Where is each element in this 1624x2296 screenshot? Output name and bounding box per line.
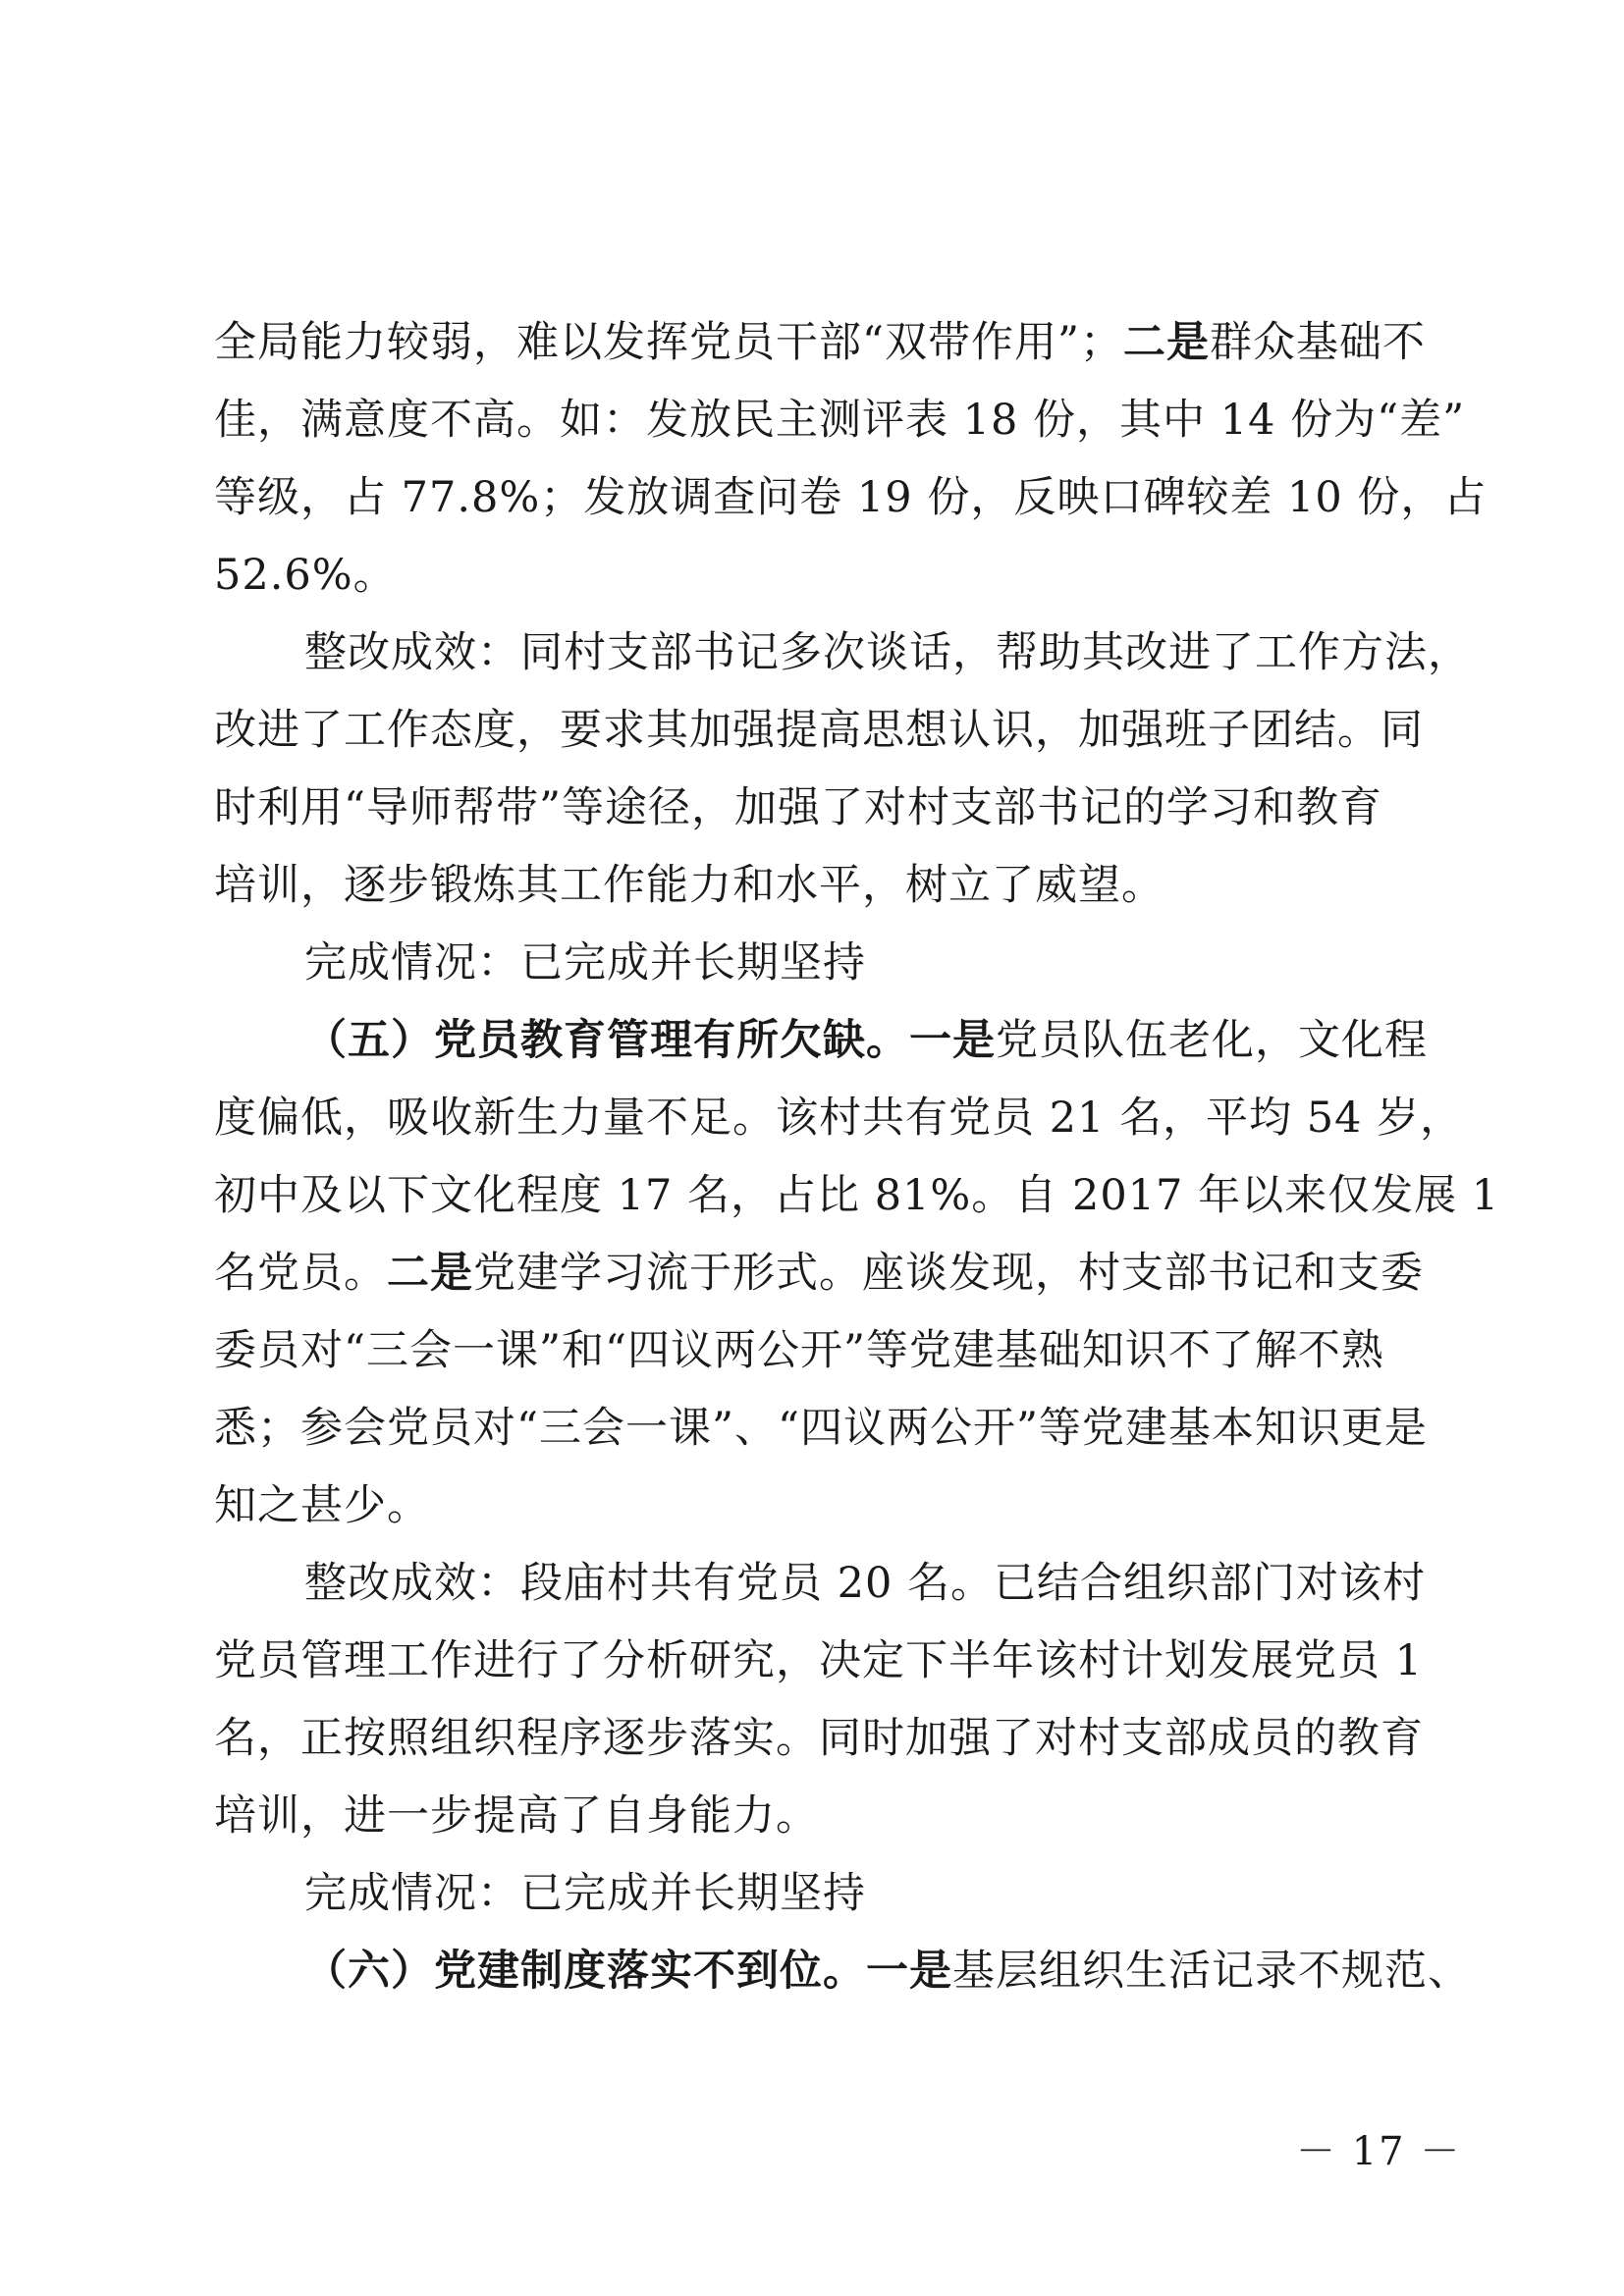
text-run: 初中及以下文化程度 17 名，占比 81%。自 2017 年以来仅发展 1	[214, 1171, 1500, 1220]
text-line	[214, 1312, 1432, 1390]
text-run: 改进了工作态度，要求其加强提高思想认识，加强班子团结。同	[214, 706, 1424, 755]
text-run: 全局能力较弱，难以发挥党员干部“双带作用”；	[214, 318, 1123, 367]
paragraph	[214, 1545, 1432, 1855]
bold-text: （六）党建制度落实不到位。一是	[304, 1947, 952, 1996]
text-run: 度偏低，吸收新生力量不足。该村共有党员 21 名，平均 54 岁，	[214, 1094, 1464, 1143]
bold-text: 二是	[387, 1249, 473, 1298]
text-run: 整改成效：段庙村共有党员 20 名。已结合组织部门对该村	[304, 1559, 1427, 1608]
text-line	[214, 614, 1471, 692]
bold-text: （五）党员教育管理有所欠缺。一是	[304, 1016, 996, 1065]
text-run: 名，正按照组织程序逐步落实。同时加强了对村支部成员的教育	[214, 1714, 1424, 1763]
text-line	[214, 770, 1432, 847]
text-run: 知之甚少。	[214, 1481, 430, 1530]
text-run: 完成情况：已完成并长期坚持	[304, 1869, 866, 1918]
paragraph	[214, 614, 1471, 925]
text-line	[214, 537, 1432, 614]
text-line	[214, 1080, 1464, 1157]
text-run: 52.6%。	[214, 551, 397, 600]
text-run: 整改成效：同村支部书记多次谈话，帮助其改进了工作方法，	[304, 628, 1471, 677]
body-text	[214, 304, 1500, 2010]
text-run: 基层组织生活记录不规范、	[952, 1947, 1471, 1996]
text-line	[214, 925, 1432, 1002]
text-run: 完成情况：已完成并长期坚持	[304, 938, 866, 988]
text-run: 名党员。	[214, 1249, 387, 1298]
text-line	[214, 692, 1432, 770]
text-line	[214, 1545, 1432, 1623]
text-run: 党员管理工作进行了分析研究，决定下半年该村计划发展党员 1	[214, 1636, 1424, 1685]
text-line	[214, 1933, 1471, 2010]
text-run: 党员队伍老化，文化程	[996, 1016, 1428, 1065]
text-line	[214, 1002, 1432, 1080]
text-run: 党建学习流于形式。座谈发现，村支部书记和支委	[473, 1249, 1424, 1298]
text-run: 委员对“三会一课”和“四议两公开”等党建基础知识不了解不熟	[214, 1326, 1384, 1375]
page-number: － 17 －	[1296, 2129, 1462, 2174]
text-run: 佳，满意度不高。如：发放民主测评表 18 份，其中 14 份为“差”	[214, 396, 1466, 445]
text-line	[214, 1778, 1432, 1855]
text-run: 悉；参会党员对“三会一课”、“四议两公开”等党建基本知识更是	[214, 1404, 1428, 1453]
text-line	[214, 1623, 1432, 1700]
text-line	[214, 459, 1488, 537]
text-line	[214, 1855, 1432, 1933]
text-line	[214, 1157, 1500, 1235]
bold-text: 二是	[1122, 318, 1210, 367]
paragraph	[214, 1933, 1471, 2010]
text-line	[214, 382, 1466, 459]
text-line	[214, 1390, 1432, 1468]
text-line	[214, 1235, 1432, 1312]
paragraph	[214, 1002, 1500, 1545]
text-run: 群众基础不	[1209, 318, 1426, 367]
paragraph	[214, 925, 1432, 1002]
text-line	[214, 847, 1432, 925]
paragraph	[214, 1855, 1432, 1933]
text-run: 培训，逐步锻炼其工作能力和水平，树立了威望。	[214, 861, 1164, 910]
text-line	[214, 1700, 1432, 1778]
text-run: 等级，占 77.8%；发放调查问卷 19 份，反映口碑较差 10 份，占	[214, 473, 1488, 522]
text-line	[214, 304, 1432, 382]
text-run: 时利用“导师帮带”等途径，加强了对村支部书记的学习和教育	[214, 783, 1382, 832]
paragraph	[214, 304, 1488, 614]
text-run: 培训，进一步提高了自身能力。	[214, 1791, 819, 1841]
text-line	[214, 1468, 1432, 1545]
